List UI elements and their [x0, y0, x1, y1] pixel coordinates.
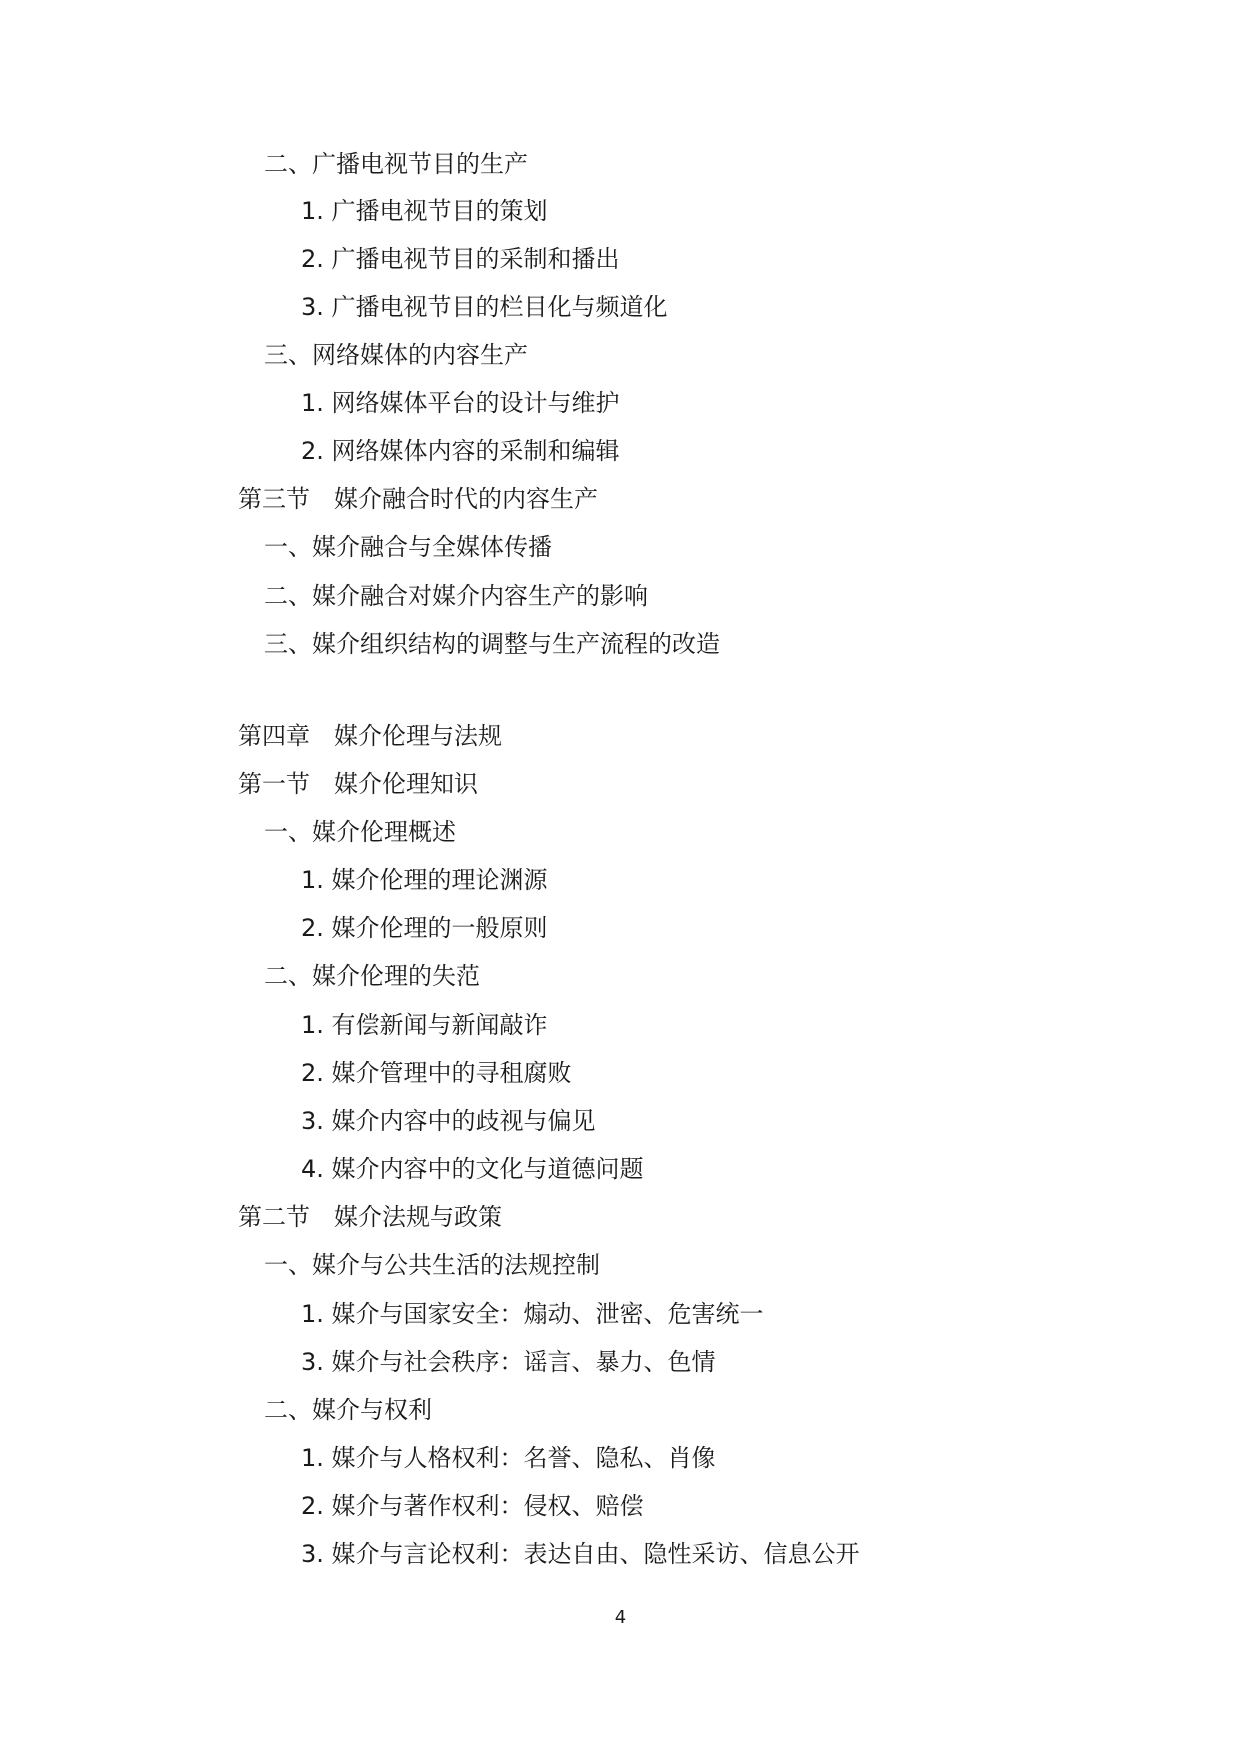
page-number: 4: [614, 1607, 627, 1628]
section-heading: 二、媒介与权利: [264, 1396, 432, 1424]
list-item: 1. 广播电视节目的策划: [301, 197, 548, 225]
subsection-title: 第三节 媒介融合时代的内容生产: [238, 485, 598, 513]
subsection-title: 第二节 媒介法规与政策: [238, 1203, 502, 1231]
list-item: 2. 广播电视节目的采制和播出: [301, 245, 620, 273]
list-item: 2. 网络媒体内容的采制和编辑: [301, 437, 620, 465]
list-item: 1. 媒介与国家安全：煽动、泄密、危害统一: [301, 1300, 764, 1328]
section-heading: 一、媒介与公共生活的法规控制: [264, 1251, 600, 1279]
list-item: 1. 媒介伦理的理论渊源: [301, 866, 548, 894]
section-heading: 一、媒介融合与全媒体传播: [264, 533, 552, 561]
section-heading: 二、媒介伦理的失范: [264, 962, 480, 990]
subsection-title: 第一节 媒介伦理知识: [238, 770, 478, 798]
section-heading: 二、广播电视节目的生产: [264, 150, 528, 178]
list-item: 1. 媒介与人格权利：名誉、隐私、肖像: [301, 1444, 716, 1472]
section-heading: 一、媒介伦理概述: [264, 818, 456, 846]
list-item: 2. 媒介管理中的寻租腐败: [301, 1059, 572, 1087]
section-heading: 三、媒介组织结构的调整与生产流程的改造: [264, 630, 720, 658]
section-heading: 三、网络媒体的内容生产: [264, 341, 528, 369]
list-item: 4. 媒介内容中的文化与道德问题: [301, 1155, 644, 1183]
list-item: 3. 媒介与社会秩序：谣言、暴力、色情: [301, 1348, 716, 1376]
list-item: 3. 广播电视节目的栏目化与频道化: [301, 293, 668, 321]
list-item: 3. 媒介内容中的歧视与偏见: [301, 1107, 596, 1135]
list-item: 2. 媒介伦理的一般原则: [301, 914, 548, 942]
section-heading: 二、媒介融合对媒介内容生产的影响: [264, 582, 648, 610]
list-item: 2. 媒介与著作权利：侵权、赔偿: [301, 1492, 644, 1520]
list-item: 1. 有偿新闻与新闻敲诈: [301, 1011, 548, 1039]
chapter-title: 第四章 媒介伦理与法规: [238, 722, 502, 750]
list-item: 1. 网络媒体平台的设计与维护: [301, 389, 620, 417]
list-item: 3. 媒介与言论权利：表达自由、隐性采访、信息公开: [301, 1540, 860, 1568]
